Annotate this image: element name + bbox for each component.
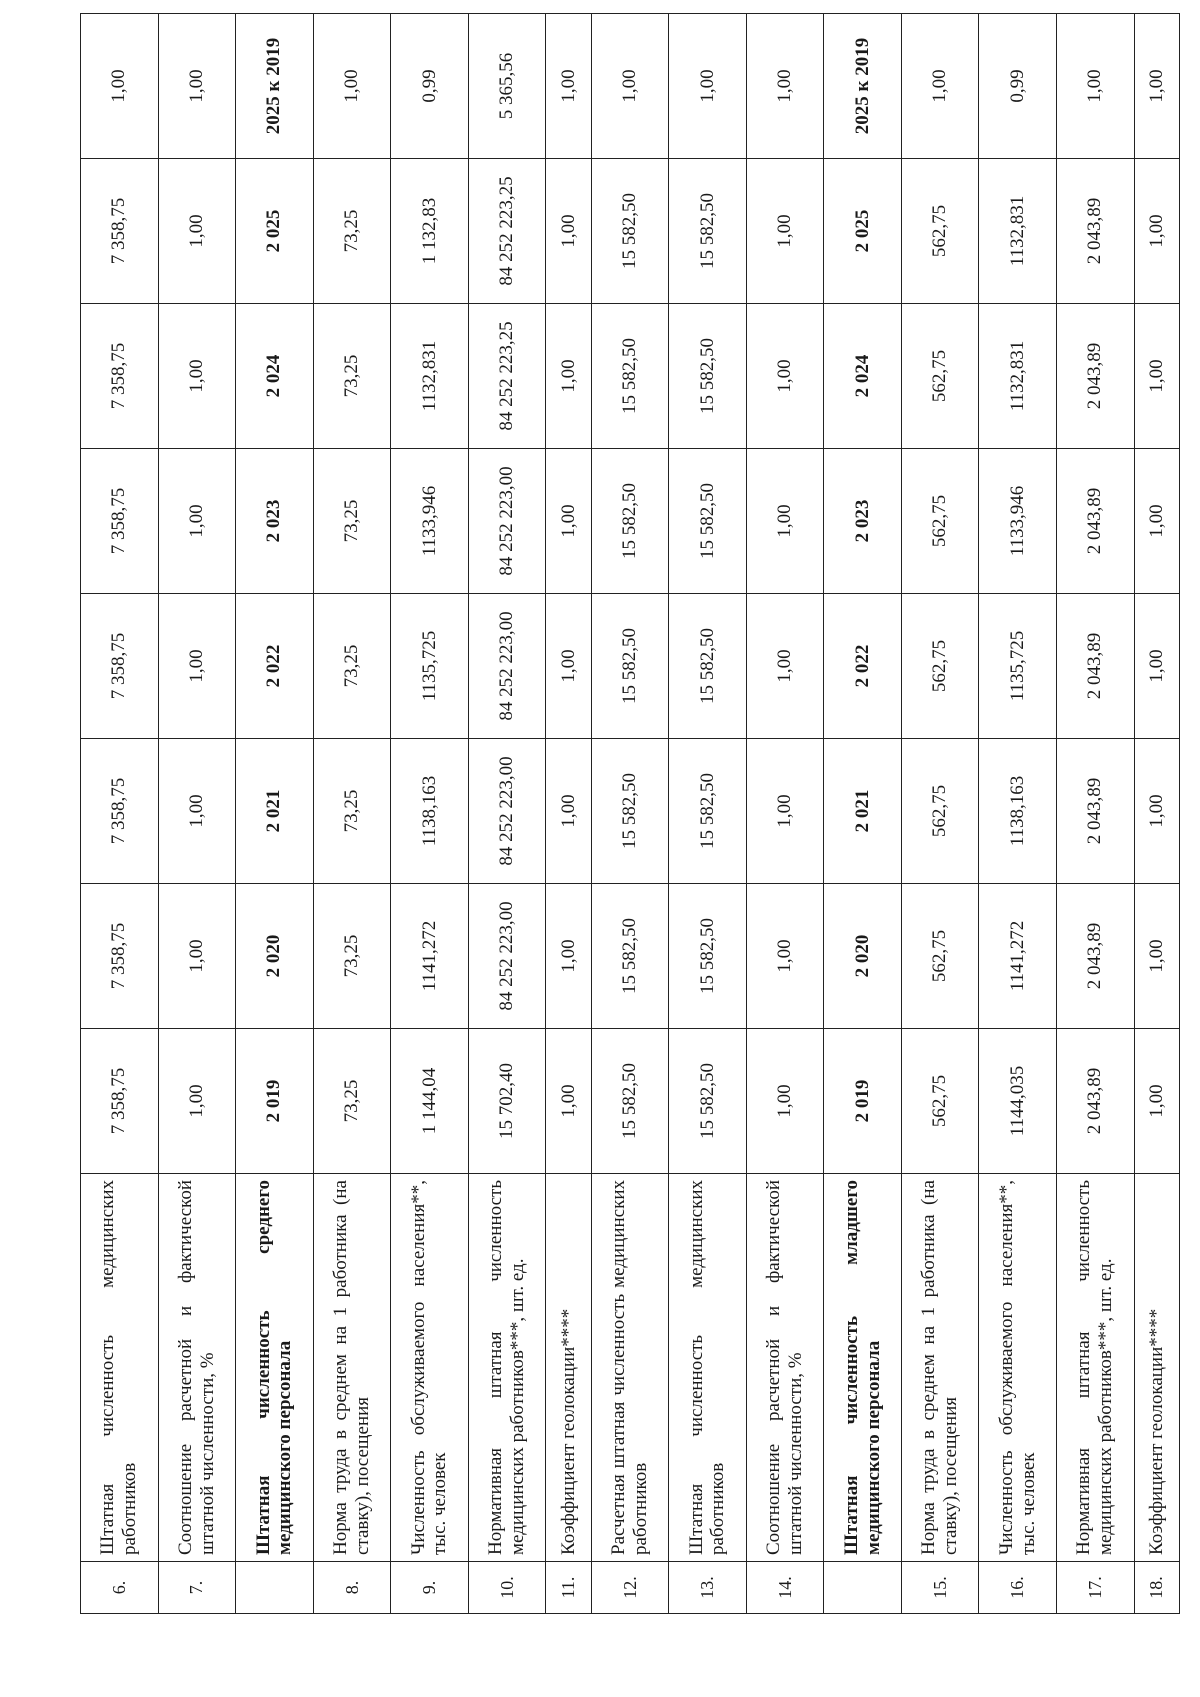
value-cell: 7 358,75 [81, 159, 159, 304]
year-header-cell: 2 019 [236, 1029, 314, 1174]
value-cell: 2 043,89 [1056, 304, 1134, 449]
value-cell: 2 043,89 [1056, 594, 1134, 739]
table-row [901, 14, 979, 1614]
year-header-cell: 2 020 [824, 884, 902, 1029]
value-cell: 15 582,50 [591, 449, 669, 594]
year-header-cell: 2 024 [824, 304, 902, 449]
table-row [468, 14, 546, 1614]
value-cell: 562,75 [901, 159, 979, 304]
value-cell: 73,25 [313, 884, 391, 1029]
value-cell: 1133,946 [979, 449, 1057, 594]
table-row [1134, 14, 1180, 1614]
value-cell: 73,25 [313, 1029, 391, 1174]
row-number: 7. [158, 1562, 236, 1614]
value-cell: 1,00 [546, 594, 591, 739]
section-title: Штатная численность младшего медицинского персонала [824, 1174, 902, 1562]
value-cell: 1,00 [591, 14, 669, 159]
row-label: Нормативная штатная численность медицинских работников***, шт. ед. [468, 1174, 546, 1562]
value-cell: 1,00 [746, 739, 824, 884]
value-cell: 1,00 [158, 739, 236, 884]
row-number: 18. [1134, 1562, 1180, 1614]
value-cell: 1,00 [1134, 739, 1180, 884]
row-label: Штатная численность медицинских работников [669, 1174, 747, 1562]
value-cell: 1,00 [313, 14, 391, 159]
value-cell: 84 252 223,00 [468, 739, 546, 884]
value-cell: 1132,831 [391, 304, 469, 449]
value-cell: 1,00 [546, 884, 591, 1029]
value-cell: 84 252 223,25 [468, 159, 546, 304]
value-cell: 2 043,89 [1056, 1029, 1134, 1174]
table-row [313, 14, 391, 1614]
row-number [236, 1562, 314, 1614]
value-cell: 1135,725 [391, 594, 469, 739]
row-label: Соотношение расчетной и фактической штатной численности, % [746, 1174, 824, 1562]
value-cell: 0,99 [979, 14, 1057, 159]
value-cell: 2 043,89 [1056, 159, 1134, 304]
value-cell: 5 365,56 [468, 14, 546, 159]
row-label: Норма труда в среднем на 1 работника (на ставку), посещения [313, 1174, 391, 1562]
year-header-cell: 2 022 [236, 594, 314, 739]
table-row [81, 14, 159, 1614]
value-cell: 15 582,50 [591, 884, 669, 1029]
value-cell: 1,00 [746, 594, 824, 739]
value-cell: 1,00 [158, 449, 236, 594]
row-label: Нормативная штатная численность медицинских работников***, шт. ед. [1056, 1174, 1134, 1562]
year-header-cell: 2 023 [236, 449, 314, 594]
year-header-cell: 2025 к 2019 [824, 14, 902, 159]
value-cell: 1,00 [746, 884, 824, 1029]
value-cell: 1,00 [1134, 304, 1180, 449]
value-cell: 1,00 [158, 1029, 236, 1174]
value-cell: 7 358,75 [81, 594, 159, 739]
value-cell: 1,00 [546, 739, 591, 884]
value-cell: 84 252 223,00 [468, 449, 546, 594]
value-cell: 1,00 [546, 14, 591, 159]
value-cell: 0,99 [391, 14, 469, 159]
value-cell: 1,00 [546, 1029, 591, 1174]
value-cell: 2 043,89 [1056, 739, 1134, 884]
value-cell: 73,25 [313, 594, 391, 739]
value-cell: 562,75 [901, 594, 979, 739]
value-cell: 1 132,83 [391, 159, 469, 304]
value-cell: 1,00 [81, 14, 159, 159]
value-cell: 2 043,89 [1056, 884, 1134, 1029]
value-cell: 1,00 [158, 14, 236, 159]
table-row [669, 14, 747, 1614]
value-cell: 562,75 [901, 304, 979, 449]
value-cell: 15 582,50 [591, 594, 669, 739]
row-label: Расчетная штатная численность медицинских работников [591, 1174, 669, 1562]
value-cell: 1,00 [158, 159, 236, 304]
value-cell: 1132,831 [979, 304, 1057, 449]
value-cell: 7 358,75 [81, 449, 159, 594]
table-row [591, 14, 669, 1614]
row-number: 11. [546, 1562, 591, 1614]
value-cell: 562,75 [901, 449, 979, 594]
value-cell: 73,25 [313, 304, 391, 449]
value-cell: 15 582,50 [669, 739, 747, 884]
section-title: Штатная численность среднего медицинского персонала [236, 1174, 314, 1562]
table-row [391, 14, 469, 1614]
value-cell: 1,00 [669, 14, 747, 159]
value-cell: 15 582,50 [669, 449, 747, 594]
value-cell: 1,00 [901, 14, 979, 159]
row-label: Численность обслуживаемого населения**, тыс. человек [979, 1174, 1057, 1562]
year-header-cell: 2 020 [236, 884, 314, 1029]
year-header-cell: 2 025 [236, 159, 314, 304]
value-cell: 562,75 [901, 739, 979, 884]
row-number: 16. [979, 1562, 1057, 1614]
row-label: Штатная численность медицинских работников [81, 1174, 159, 1562]
value-cell: 562,75 [901, 1029, 979, 1174]
row-number: 8. [313, 1562, 391, 1614]
row-number: 6. [81, 1562, 159, 1614]
value-cell: 1,00 [546, 159, 591, 304]
year-header-cell: 2 024 [236, 304, 314, 449]
value-cell: 15 582,50 [591, 304, 669, 449]
table-row [979, 14, 1057, 1614]
table-row [158, 14, 236, 1614]
value-cell: 1,00 [1056, 14, 1134, 159]
year-header-cell: 2 025 [824, 159, 902, 304]
value-cell: 84 252 223,00 [468, 594, 546, 739]
value-cell: 84 252 223,25 [468, 304, 546, 449]
value-cell: 1,00 [1134, 1029, 1180, 1174]
value-cell: 1 144,04 [391, 1029, 469, 1174]
value-cell: 1,00 [746, 449, 824, 594]
value-cell: 15 582,50 [591, 739, 669, 884]
value-cell: 1,00 [546, 304, 591, 449]
year-header-cell: 2 023 [824, 449, 902, 594]
value-cell: 15 582,50 [591, 1029, 669, 1174]
table-row [1056, 14, 1134, 1614]
value-cell: 15 582,50 [591, 159, 669, 304]
row-number: 14. [746, 1562, 824, 1614]
value-cell: 1,00 [1134, 449, 1180, 594]
value-cell: 15 702,40 [468, 1029, 546, 1174]
value-cell: 1133,946 [391, 449, 469, 594]
row-number: 10. [468, 1562, 546, 1614]
row-number: 17. [1056, 1562, 1134, 1614]
value-cell: 15 582,50 [669, 1029, 747, 1174]
value-cell: 73,25 [313, 159, 391, 304]
value-cell: 1138,163 [979, 739, 1057, 884]
row-number: 13. [669, 1562, 747, 1614]
value-cell: 1,00 [1134, 884, 1180, 1029]
row-label: Соотношение расчетной и фактической штатной численности, % [158, 1174, 236, 1562]
value-cell: 15 582,50 [669, 159, 747, 304]
value-cell: 1,00 [158, 304, 236, 449]
value-cell: 15 582,50 [669, 594, 747, 739]
value-cell: 1144,035 [979, 1029, 1057, 1174]
rotated-page [80, 14, 1180, 1614]
value-cell: 7 358,75 [81, 304, 159, 449]
table-row [746, 14, 824, 1614]
year-header-cell: 2 022 [824, 594, 902, 739]
value-cell: 1,00 [158, 594, 236, 739]
value-cell: 1,00 [746, 1029, 824, 1174]
value-cell: 1135,725 [979, 594, 1057, 739]
row-label: Коэффициент геолокации**** [1134, 1174, 1180, 1562]
row-number [824, 1562, 902, 1614]
row-label: Коэффициент геолокации**** [546, 1174, 591, 1562]
value-cell: 1,00 [1134, 594, 1180, 739]
value-cell: 1,00 [1134, 159, 1180, 304]
table-header-row [824, 14, 902, 1614]
value-cell: 1,00 [746, 14, 824, 159]
value-cell: 1,00 [746, 304, 824, 449]
value-cell: 73,25 [313, 449, 391, 594]
year-header-cell: 2025 к 2019 [236, 14, 314, 159]
value-cell: 15 582,50 [669, 884, 747, 1029]
row-label: Численность обслуживаемого населения**, тыс. человек [391, 1174, 469, 1562]
value-cell: 1138,163 [391, 739, 469, 884]
value-cell: 1141,272 [979, 884, 1057, 1029]
value-cell: 1132,831 [979, 159, 1057, 304]
value-cell: 84 252 223,00 [468, 884, 546, 1029]
row-number: 15. [901, 1562, 979, 1614]
row-label: Норма труда в среднем на 1 работника (на ставку), посещения [901, 1174, 979, 1562]
value-cell: 562,75 [901, 884, 979, 1029]
value-cell: 1141,272 [391, 884, 469, 1029]
value-cell: 7 358,75 [81, 884, 159, 1029]
row-number: 12. [591, 1562, 669, 1614]
year-header-cell: 2 019 [824, 1029, 902, 1174]
row-number: 9. [391, 1562, 469, 1614]
table-header-row [236, 14, 314, 1614]
value-cell: 15 582,50 [669, 304, 747, 449]
value-cell: 7 358,75 [81, 739, 159, 884]
year-header-cell: 2 021 [824, 739, 902, 884]
value-cell: 1,00 [1134, 14, 1180, 159]
value-cell: 1,00 [746, 159, 824, 304]
year-header-cell: 2 021 [236, 739, 314, 884]
value-cell: 1,00 [546, 449, 591, 594]
value-cell: 1,00 [158, 884, 236, 1029]
value-cell: 2 043,89 [1056, 449, 1134, 594]
value-cell: 7 358,75 [81, 1029, 159, 1174]
table-row [546, 14, 591, 1614]
value-cell: 73,25 [313, 739, 391, 884]
staffing-table [80, 13, 1180, 1614]
